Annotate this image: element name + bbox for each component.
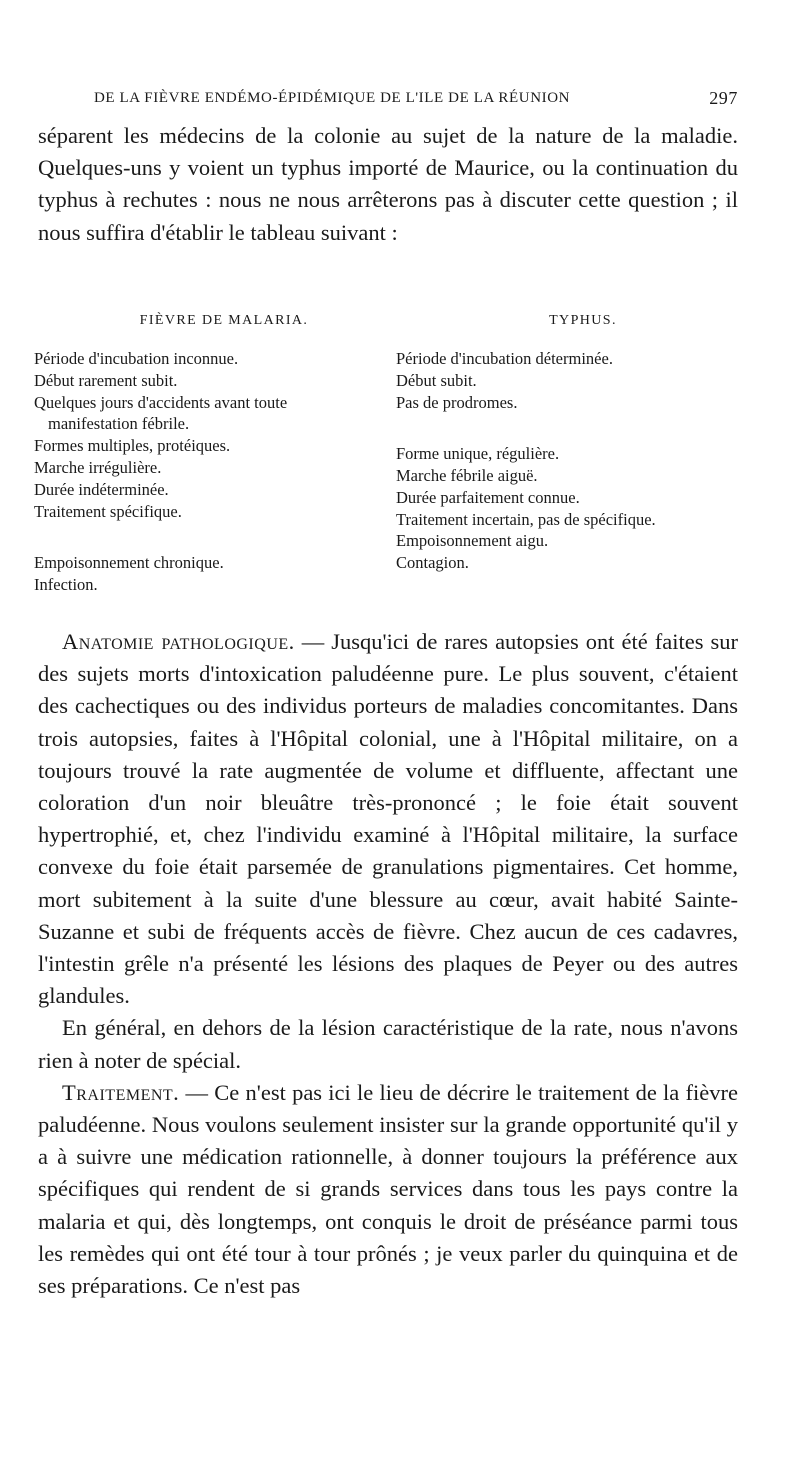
list-item: Marche irrégulière. <box>34 457 162 477</box>
list-item: Marche fébrile aiguë. <box>396 465 538 485</box>
spacer <box>34 522 374 544</box>
malaria-list <box>34 348 374 596</box>
list-item: Période d'incubation déterminée. <box>396 349 613 368</box>
list-item: Infection. <box>34 574 98 594</box>
spacer <box>34 544 374 552</box>
malaria-heading: FIÈVRE DE MALARIA. <box>139 313 309 328</box>
list-item: Contagion. <box>396 553 469 573</box>
main-text <box>38 626 738 1302</box>
spacer <box>396 413 750 435</box>
treatment-text: Ce n'est pas ici le lieu de décrire le traitement de la fièvre paludéenne. Nous voulons seulement insister sur la grande opportunité qu'il y a à suivre une médication rationnelle, à donner toujours la préférence aux spécifiques qui rendent de si grands services dans tous les pays contre la malaria et qui, dès longtemps, ont conquis le droit de préséance parmi tous les remèdes qui ont été tour à tour prônés ; je veux parler du quinquina et de ses préparations. Ce n'est pas <box>38 1079 738 1299</box>
list-item: Traitement spécifique. <box>34 501 182 521</box>
list-item: Début subit. <box>396 370 477 390</box>
intro-paragraph: séparent les médecins de la colonie au sujet de la nature de la maladie. Quelques-uns y voient un typhus importé de Maurice, ou la continuation du typhus à rechutes : nous ne nous arrêterons pas à discuter cette question ; il nous suffira d'établir le tableau suivant : <box>38 123 738 245</box>
list-item: Quelques jours d'accidents avant toute manifestation fébrile. <box>34 392 288 434</box>
list-item: Durée indéterminée. <box>34 479 169 499</box>
list-item: Empoisonnement aigu. <box>396 531 549 551</box>
list-item: Empoisonnement chronique. <box>34 553 224 573</box>
anatomy-heading: Anatomie pathologique. <box>62 629 295 654</box>
list-item: Traitement incertain, pas de spécifique. <box>396 509 656 529</box>
comparison-table <box>34 310 750 600</box>
list-item: Forme unique, régulière. <box>396 444 560 464</box>
treatment-dash: — <box>179 1079 215 1105</box>
anatomy-paragraph <box>38 626 738 1012</box>
running-title: DE LA FIÈVRE ENDÉMO-ÉPIDÉMIQUE DE L'ILE DE LA RÉUNION <box>94 90 571 106</box>
treatment-paragraph <box>38 1077 738 1302</box>
typhus-list <box>396 348 750 574</box>
treatment-heading: Traitement. <box>62 1079 180 1105</box>
typhus-column <box>396 310 750 574</box>
anatomy-dash: — <box>294 629 332 654</box>
general-paragraph: En général, en dehors de la lésion caractéristique de la rate, nous n'avons rien à noter de spécial. <box>38 1015 738 1073</box>
list-item: Début rarement subit. <box>34 370 178 390</box>
list-item: Période d'incubation inconnue. <box>34 349 239 368</box>
page-number: 297 <box>709 88 738 108</box>
typhus-heading: TYPHUS. <box>549 313 617 328</box>
list-item: Durée parfaitement connue. <box>396 487 580 507</box>
intro-block <box>38 120 738 249</box>
anatomy-text: Jusqu'ici de rares autopsies ont été faites sur des sujets morts d'intoxication paludéenne pure. Le plus souvent, c'étaient des cachectiques ou des individus porteurs de maladies concomitantes. Dans trois autopsies, faites à l'Hôpital colonial, une à l'Hôpital militaire, on a toujours trouvé la rate augmentée de volume et diffluente, affectant une coloration d'un noir bleuâtre très-prononcé ; le foie était souvent hypertrophié, et, chez l'individu examiné à l'Hôpital militaire, la surface convexe du foie était parsemée de granulations pigmentaires. Cet homme, mort subitement à la suite d'une blessure au cœur, avait habité Sainte-Suzanne et subi de fréquents accès de fièvre. Chez aucun de ces cadavres, l'intestin grêle n'a présenté les lésions des plaques de Peyer ou des autres glandules. <box>38 629 739 1009</box>
list-item: Formes multiples, protéiques. <box>34 436 231 456</box>
spacer <box>396 435 750 443</box>
list-item: Pas de prodromes. <box>396 392 518 412</box>
running-head <box>94 90 738 114</box>
malaria-column <box>34 310 374 596</box>
